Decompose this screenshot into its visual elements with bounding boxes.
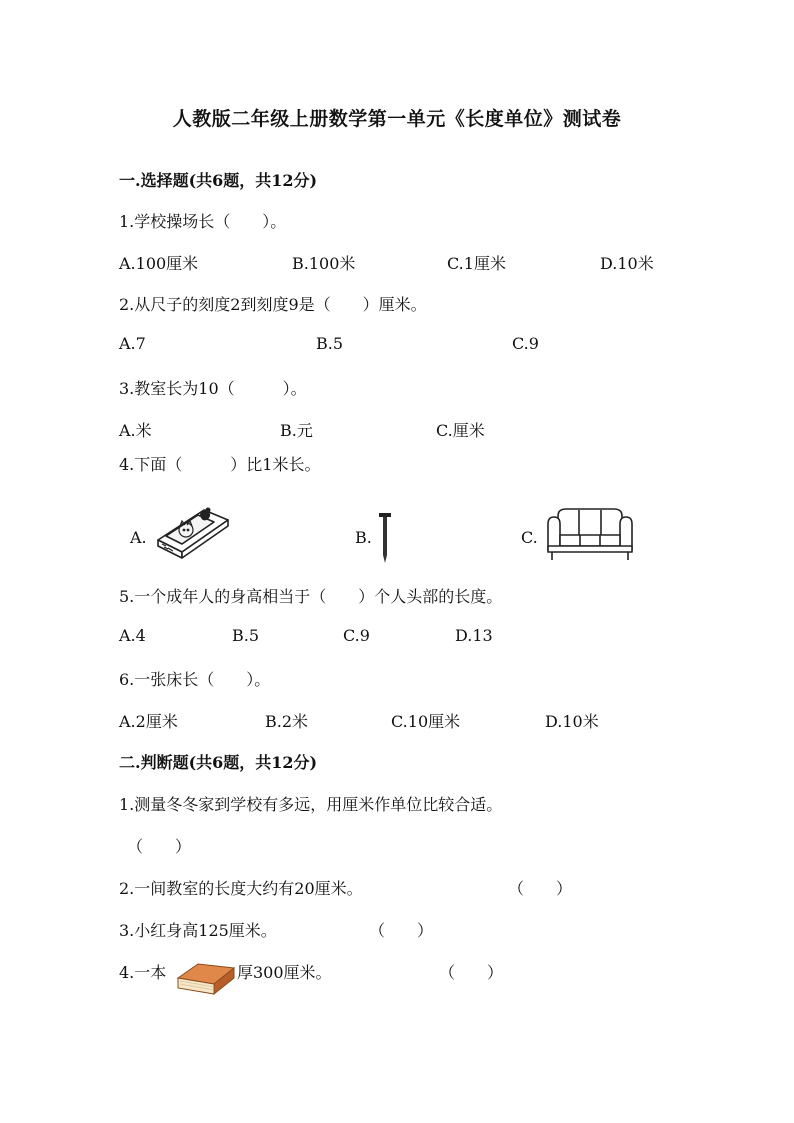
q5-option-b: B.5: [232, 626, 260, 645]
judgement-4-suffix: 厚300厘米。: [237, 963, 332, 982]
q1-option-a: A.100厘米: [119, 254, 199, 273]
section-heading-judgement: 二.判断题(共6题，共12分): [119, 753, 318, 772]
question-3: 3.教室长为10（ ）。: [119, 379, 307, 398]
judgement-2: 2.一间教室的长度大约有20厘米。: [119, 879, 363, 898]
q4-option-c: C.: [521, 528, 538, 547]
q4-option-b: B.: [355, 528, 372, 547]
q1-option-d: D.10米: [600, 254, 654, 273]
judgement-3: 3.小红身高125厘米。: [119, 921, 277, 940]
q5-option-d: D.13: [455, 626, 493, 645]
sofa-icon: [544, 504, 636, 562]
q3-option-c: C.厘米: [436, 421, 485, 440]
pencil-case-icon: [152, 500, 232, 562]
nail-icon: [378, 512, 392, 564]
section-heading-choice: 一.选择题(共6题，共12分): [119, 171, 318, 190]
question-4: 4.下面（ ）比1米长。: [119, 455, 321, 474]
q6-option-b: B.2米: [265, 712, 309, 731]
judgement-3-blank: （ ）: [369, 921, 434, 940]
q1-option-b: B.100米: [292, 254, 356, 273]
q6-option-a: A.2厘米: [119, 712, 178, 731]
judgement-4-blank: （ ）: [439, 963, 504, 982]
judgement-2-blank: （ ）: [508, 879, 573, 898]
book-icon: [176, 954, 236, 998]
question-5: 5.一个成年人的身高相当于（ ）个人头部的长度。: [119, 587, 503, 606]
q3-option-b: B.元: [280, 421, 313, 440]
question-2: 2.从尺子的刻度2到刻度9是（ ）厘米。: [119, 295, 427, 314]
question-6: 6.一张床长（ ）。: [119, 670, 271, 689]
question-1: 1.学校操场长（ ）。: [119, 212, 287, 231]
judgement-1: 1.测量冬冬家到学校有多远，用厘米作单位比较合适。: [119, 795, 503, 814]
q5-option-c: C.9: [343, 626, 370, 645]
q1-option-c: C.1厘米: [447, 254, 506, 273]
q3-option-a: A.米: [119, 421, 152, 440]
judgement-1-blank: （ ）: [127, 837, 192, 856]
page-title: 人教版二年级上册数学第一单元《长度单位》测试卷: [172, 108, 622, 130]
judgement-4-prefix: 4.一本: [119, 963, 167, 982]
q2-option-a: A.7: [119, 334, 146, 353]
q6-option-d: D.10米: [545, 712, 599, 731]
q4-option-a: A.: [130, 528, 147, 547]
q6-option-c: C.10厘米: [391, 712, 461, 731]
q2-option-b: B.5: [316, 334, 344, 353]
q5-option-a: A.4: [119, 626, 146, 645]
q2-option-c: C.9: [512, 334, 539, 353]
